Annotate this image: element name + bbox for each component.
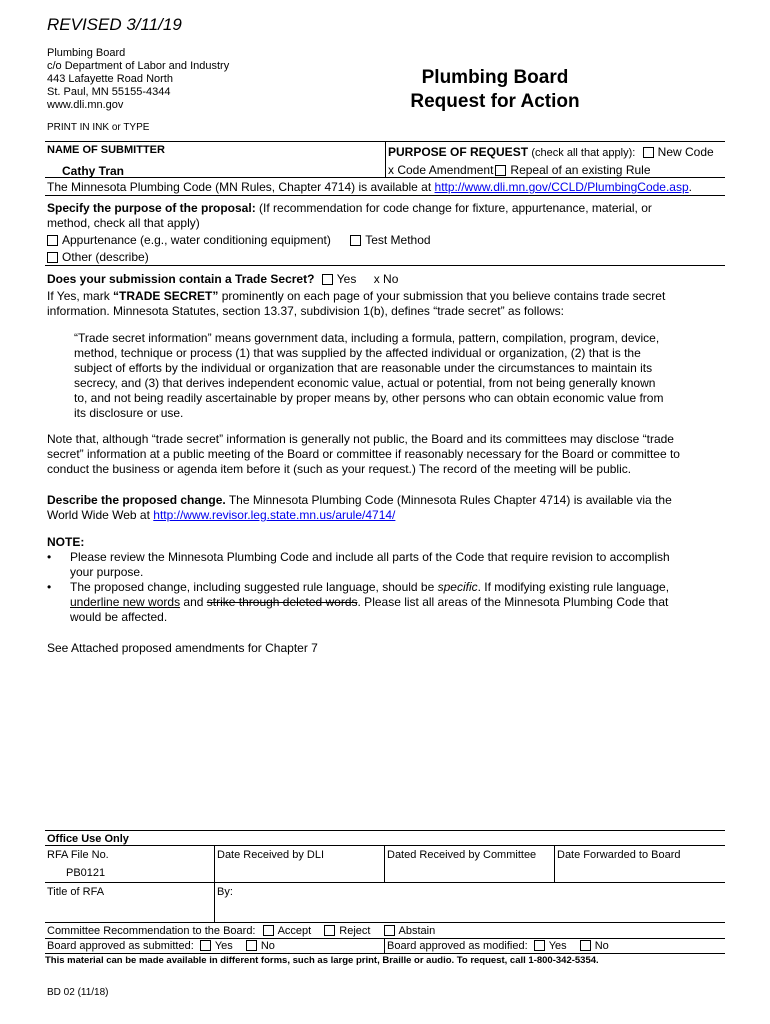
trade-secret-quote <box>74 331 754 421</box>
by-label: By: <box>217 886 233 898</box>
attached-note[interactable]: See Attached proposed amendments for Chapter 7 <box>47 641 318 655</box>
board-approved-submitted <box>47 940 275 953</box>
committee-rec-label: Committee Recommendation to the Board: <box>47 925 256 937</box>
appurtenance-label: Appurtenance (e.g., water conditioning equipment) <box>62 233 331 247</box>
note-item <box>47 550 737 580</box>
form-title-line1: Plumbing Board <box>421 67 569 88</box>
describe-label: Describe the proposed change. <box>47 493 226 507</box>
note-section <box>47 535 737 625</box>
other-label: Other (describe) <box>62 250 149 264</box>
ts-text: If Yes, mark <box>47 289 114 303</box>
address-line: www.dli.mn.gov <box>47 99 124 111</box>
quote-line: secrecy, and (3) that derives independent economic value, actual or potential, from not being generally known <box>74 376 656 390</box>
note-item-2-line3: would be affected. <box>70 610 168 624</box>
abstain-checkbox[interactable] <box>384 925 395 936</box>
rfa-file-value[interactable]: PB0121 <box>66 867 106 879</box>
form-id: BD 02 (11/18) <box>47 987 109 998</box>
plumbing-code-link[interactable]: http://www.dli.mn.gov/CCLD/PlumbingCode.asp <box>434 180 689 194</box>
note-label: NOTE: <box>47 535 85 549</box>
approved-submitted-yes-checkbox[interactable] <box>200 940 211 951</box>
code-availability-end: . <box>688 180 692 194</box>
code-availability-text: The Minnesota Plumbing Code (MN Rules, Chapter 4714) is available at <box>47 180 435 194</box>
title-rfa-label: Title of RFA <box>47 886 105 898</box>
repeal-label: Repeal of an existing Rule <box>510 163 651 177</box>
quote-line: to, and not being readily ascertainable by proper means by, other persons who can obtain economic value from <box>74 391 664 405</box>
board-address <box>47 47 229 112</box>
trade-secret-yes-label: Yes <box>336 272 357 286</box>
quote-line: method, technique or process (1) that was supplied by the affected individual or organization, (2) that is the <box>74 346 641 360</box>
quote-line: “Trade secret information” means government data, including a formula, pattern, compilation, program, device, <box>74 331 660 345</box>
date-received-dli: Date Received by DLI <box>217 849 324 861</box>
ts-label-bold: “TRADE SECRET” <box>113 289 219 303</box>
purpose-proposal-text: (If recommendation for code change for fixture, appurtenance, material, or <box>255 201 652 215</box>
test-method-checkbox[interactable] <box>350 235 361 246</box>
trade-secret-question-row <box>47 272 398 287</box>
repeal-checkbox[interactable] <box>495 165 506 176</box>
trade-secret-no-mark[interactable]: x <box>373 272 380 286</box>
committee-recommendation <box>47 925 435 938</box>
note-line: Note that, although “trade secret” information is generally not public, the Board and its committees may disclose “trade <box>47 432 674 446</box>
revised-date: REVISED 3/11/19 <box>47 15 182 34</box>
note-line: secret” information at a public meeting of the Board or committee if reasonably necessary for the Board or committee to <box>47 447 680 461</box>
purpose-proposal-label: Specify the purpose of the proposal: <box>47 201 256 215</box>
describe-text: The Minnesota Plumbing Code (Minnesota Rules Chapter 4714) is available via the <box>225 493 672 507</box>
purpose-request <box>388 145 714 161</box>
new-code-label: New Code <box>657 145 714 159</box>
new-code-checkbox[interactable] <box>643 147 654 158</box>
approved-submitted-no-label: No <box>260 940 275 952</box>
purpose-proposal-text2: method, check all that apply) <box>47 216 200 230</box>
quote-line: subject of efforts by the individual or organization that are reasonable under the circumstances to maintain its <box>74 361 653 375</box>
approved-modified-yes-label: Yes <box>548 940 567 952</box>
note-item-2-specific: specific <box>437 580 478 594</box>
appurtenance-checkbox[interactable] <box>47 235 58 246</box>
abstain-label: Abstain <box>398 925 436 937</box>
approved-modified-no-checkbox[interactable] <box>580 940 591 951</box>
accept-label: Accept <box>277 925 312 937</box>
office-use-label: Office Use Only <box>47 833 129 845</box>
rfa-file-label: RFA File No. <box>47 849 109 861</box>
note-item-1-line1: • Please review the Minnesota Plumbing Code and include all parts of the Code that require revision to accomplish <box>70 550 670 564</box>
approved-modified-no-label: No <box>594 940 609 952</box>
address-line: 443 Lafayette Road North <box>47 73 173 85</box>
form-title-line2: Request for Action <box>410 91 580 112</box>
address-line: c/o Department of Labor and Industry <box>47 60 230 72</box>
date-received-committee: Dated Received by Committee <box>387 849 537 861</box>
revisor-link[interactable]: http://www.revisor.leg.state.mn.us/arule/4714/ <box>153 508 396 522</box>
form-title <box>395 66 595 114</box>
note-item-1-line2: your purpose. <box>70 565 144 579</box>
accept-checkbox[interactable] <box>263 925 274 936</box>
print-note: PRINT IN INK or TYPE <box>47 122 150 133</box>
code-availability <box>47 180 692 195</box>
submitter-label: NAME OF SUBMITTER <box>47 144 165 156</box>
trade-secret-note <box>47 432 747 477</box>
test-method-label: Test Method <box>365 233 431 247</box>
other-checkbox[interactable] <box>47 252 58 263</box>
approved-modified-label: Board approved as modified: <box>387 940 528 952</box>
trade-secret-no-label: No <box>383 272 399 286</box>
address-line: Plumbing Board <box>47 47 126 59</box>
purpose-request-note: (check all that apply): <box>531 147 636 159</box>
approved-submitted-label: Board approved as submitted: <box>47 940 194 952</box>
note-item-2-text-b: . If modifying existing rule language, <box>477 580 670 594</box>
underline-example: underline new words <box>70 595 181 609</box>
reject-label: Reject <box>339 925 371 937</box>
trade-secret-question: Does your submission contain a Trade Secret? <box>47 272 315 286</box>
purpose-proposal <box>47 201 727 265</box>
describe-text2: World Wide Web at <box>47 508 154 522</box>
purpose-request-label: PURPOSE OF REQUEST <box>388 145 529 159</box>
board-approved-modified <box>387 940 609 953</box>
note-item-2-and: and <box>180 595 207 609</box>
approved-modified-yes-checkbox[interactable] <box>534 940 545 951</box>
describe-change <box>47 493 747 523</box>
ts-text-cont: prominently on each page of your submission that you believe contains trade secret <box>218 289 666 303</box>
ts-definition-intro: information. Minnesota Statutes, section 13.37, subdivision 1(b), defines “trade secret” as follows: <box>47 304 564 318</box>
note-line: conduct the business or agenda item before it (such as your request.) The record of the meeting will be public. <box>47 462 632 476</box>
alternate-format-note: This material can be made available in different forms, such as large print, Braille or audio. To request, call 1-800-342-5354. <box>45 955 599 966</box>
approved-submitted-no-checkbox[interactable] <box>246 940 257 951</box>
strike-example: strike through deleted words <box>206 595 358 609</box>
trade-secret-instructions <box>47 289 737 319</box>
submitter-name[interactable]: Cathy Tran <box>62 164 125 178</box>
note-item-2-text-c: . Please list all areas of the Minnesota Plumbing Code that <box>357 595 669 609</box>
trade-secret-yes-checkbox[interactable] <box>322 274 333 285</box>
address-line: St. Paul, MN 55155-4344 <box>47 86 171 98</box>
code-amendment-mark[interactable]: x <box>388 163 394 177</box>
note-item <box>47 580 737 625</box>
code-amendment-label: Code Amendment <box>397 163 494 177</box>
date-forwarded-board: Date Forwarded to Board <box>557 849 681 861</box>
quote-line: its disclosure or use. <box>74 406 184 420</box>
note-item-2-text: The proposed change, including suggested rule language, should be <box>70 580 438 594</box>
reject-checkbox[interactable] <box>324 925 335 936</box>
purpose-options <box>388 163 651 178</box>
approved-submitted-yes-label: Yes <box>214 940 233 952</box>
